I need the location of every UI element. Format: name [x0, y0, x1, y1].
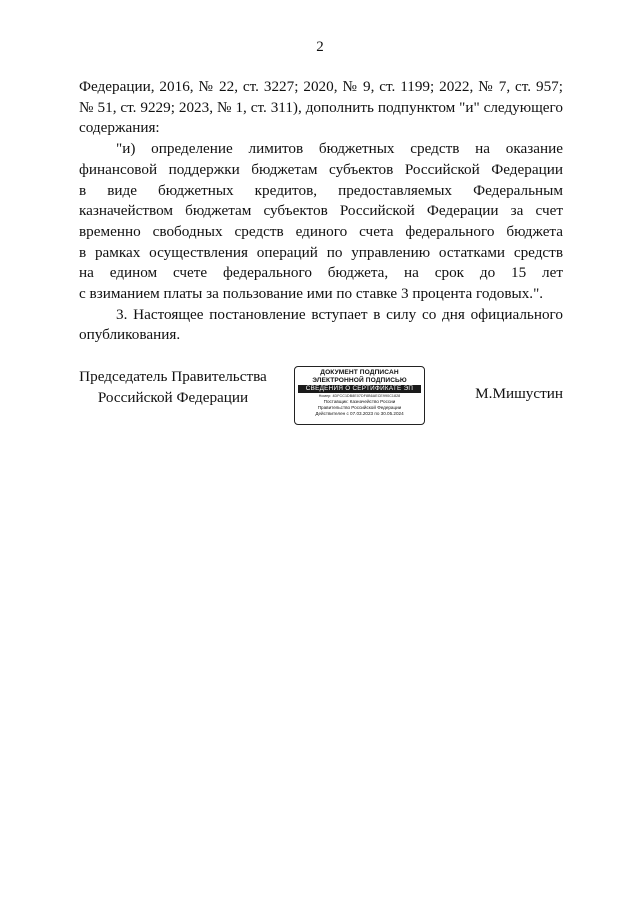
body-line: временно свободных средств единого счета федерального бюджета [79, 222, 563, 240]
body-line: "и) определение лимитов бюджетных средств на оказание [116, 140, 563, 158]
body-line: с взиманием платы за пользование ими по ставке 3 процента годовых.". [79, 285, 544, 303]
body-line: 3. Настоящее постановление вступает в силу со дня официального [116, 305, 563, 323]
body-line: казначейством бюджетам субъектов Российской Федерации за счет [79, 202, 563, 220]
stamp-owner: Правительство Российской Федерации [317, 405, 402, 410]
body-line: опубликования. [79, 326, 181, 344]
stamp-supplier: Поставщик: Казначейство России [323, 398, 396, 404]
stamp-title [295, 369, 424, 384]
body-line: содержания: [79, 119, 160, 137]
body-line: № 51, ст. 9229; 2023, № 1, ст. 311), дополнить подпунктом "и" следующего [79, 98, 563, 116]
signatory-position [79, 367, 267, 408]
stamp-certificate-band: СВЕДЕНИЯ О СЕРТИФИКАТЕ ЭП [298, 385, 421, 392]
stamp-title-line: ДОКУМЕНТ ПОДПИСАН [320, 369, 399, 376]
stamp-title-line: ЭЛЕКТРОННОЙ ПОДПИСЬЮ [312, 376, 407, 384]
stamp-serial: Номер: 4DFCC1DB8E07DF8B6AECE990C1828 [318, 393, 401, 398]
body-line: Федерации, 2016, № 22, ст. 3227; 2020, № 9, ст. 1199; 2022, № 7, ст. 957; [79, 78, 563, 95]
signatory-position-line: Российской Федерации [97, 388, 249, 406]
document-body [79, 77, 563, 346]
signer-name: М.Мишустин [475, 385, 563, 402]
page-number: 2 [316, 39, 324, 55]
electronic-signature-stamp [294, 366, 425, 425]
signatory-position-line: Председатель Правительства [79, 368, 267, 385]
body-line: в рамках осуществления операций по управлению остатками средств [79, 243, 563, 261]
body-line: на едином счете федерального бюджета, на срок до 15 лет [79, 264, 563, 282]
body-line: финансовой поддержки бюджетам субъектов Российской Федерации [79, 160, 563, 178]
body-line: в виде бюджетных кредитов, предоставляемых Федеральным [79, 181, 563, 199]
stamp-validity: Действителен с 07.03.2023 по 30.05.2024 [315, 411, 404, 417]
